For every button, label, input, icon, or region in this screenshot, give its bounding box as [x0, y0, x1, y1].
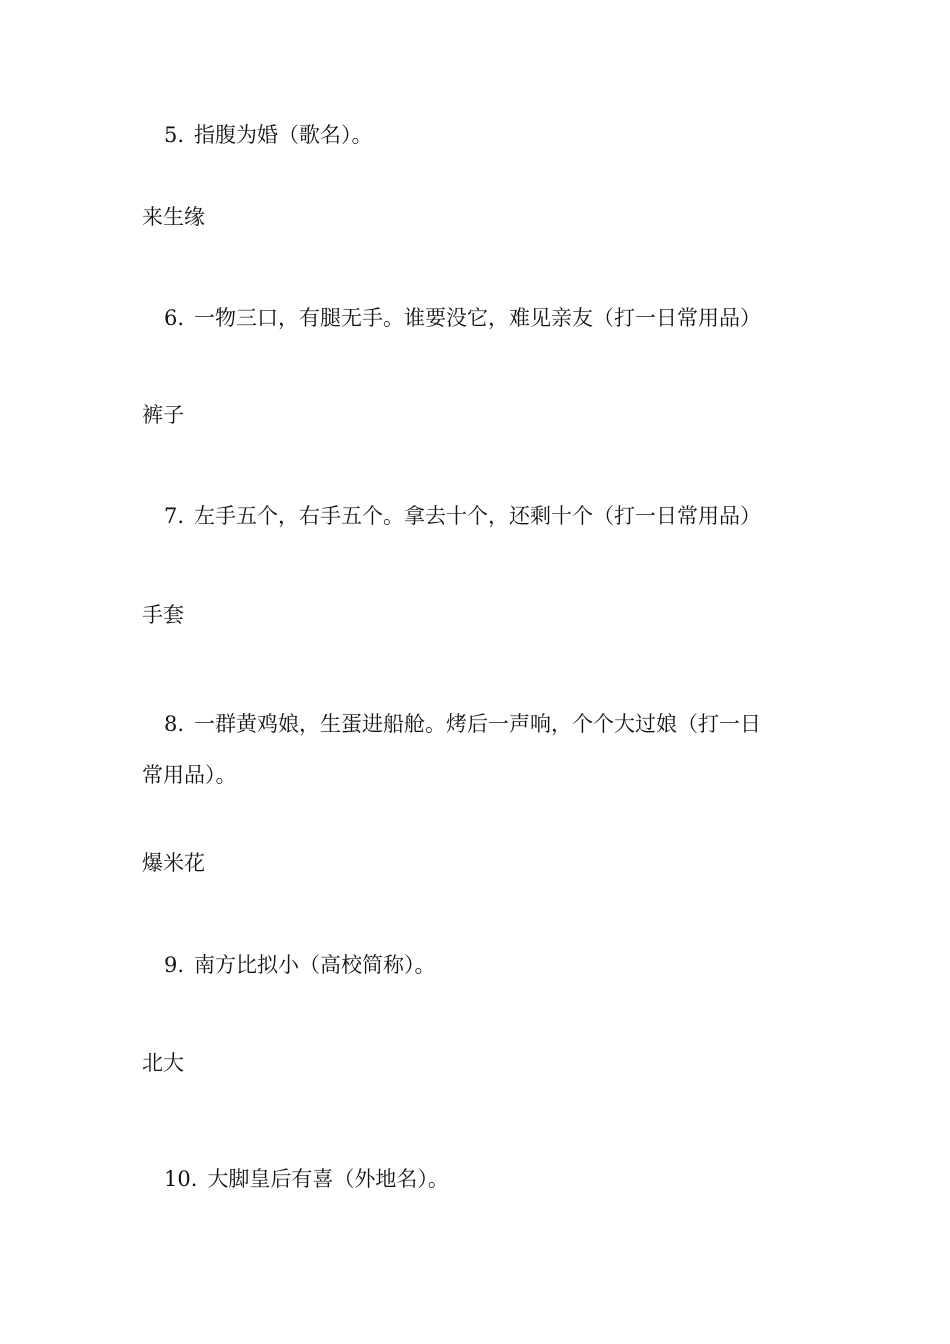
riddle-answer: 北大	[142, 1051, 184, 1075]
riddle-6	[142, 303, 822, 333]
riddle-question: 一物三口，有腿无手。谁要没它，难见亲友（打一日常用品）	[194, 306, 762, 330]
riddle-10	[142, 1164, 822, 1194]
riddle-9	[142, 950, 822, 980]
riddle-number: 10.	[164, 1167, 198, 1191]
riddle-answer: 裤子	[142, 403, 184, 427]
riddle-5	[142, 120, 822, 150]
riddle-number: 8.	[164, 712, 185, 736]
riddle-question: 左手五个，右手五个。拿去十个，还剩十个（打一日常用品）	[194, 504, 762, 528]
riddle-answer: 爆米花	[142, 851, 205, 875]
riddle-answer: 来生缘	[142, 205, 205, 229]
riddle-number: 7.	[164, 504, 185, 528]
riddle-7	[142, 501, 822, 531]
riddle-question: 大脚皇后有喜（外地名）。	[207, 1167, 449, 1191]
riddle-number: 6.	[164, 306, 185, 330]
riddle-question-continued: 常用品）。	[142, 763, 237, 787]
riddle-number: 5.	[164, 123, 185, 147]
riddle-question: 一群黄鸡娘，生蛋进船舱。烤后一声响，个个大过娘（打一日	[194, 712, 762, 736]
riddle-number: 9.	[164, 953, 185, 977]
riddle-question: 南方比拟小（高校简称）。	[194, 953, 436, 977]
riddle-answer: 手套	[142, 603, 184, 627]
riddle-question: 指腹为婚（歌名）。	[194, 123, 373, 147]
riddle-8	[142, 709, 822, 739]
